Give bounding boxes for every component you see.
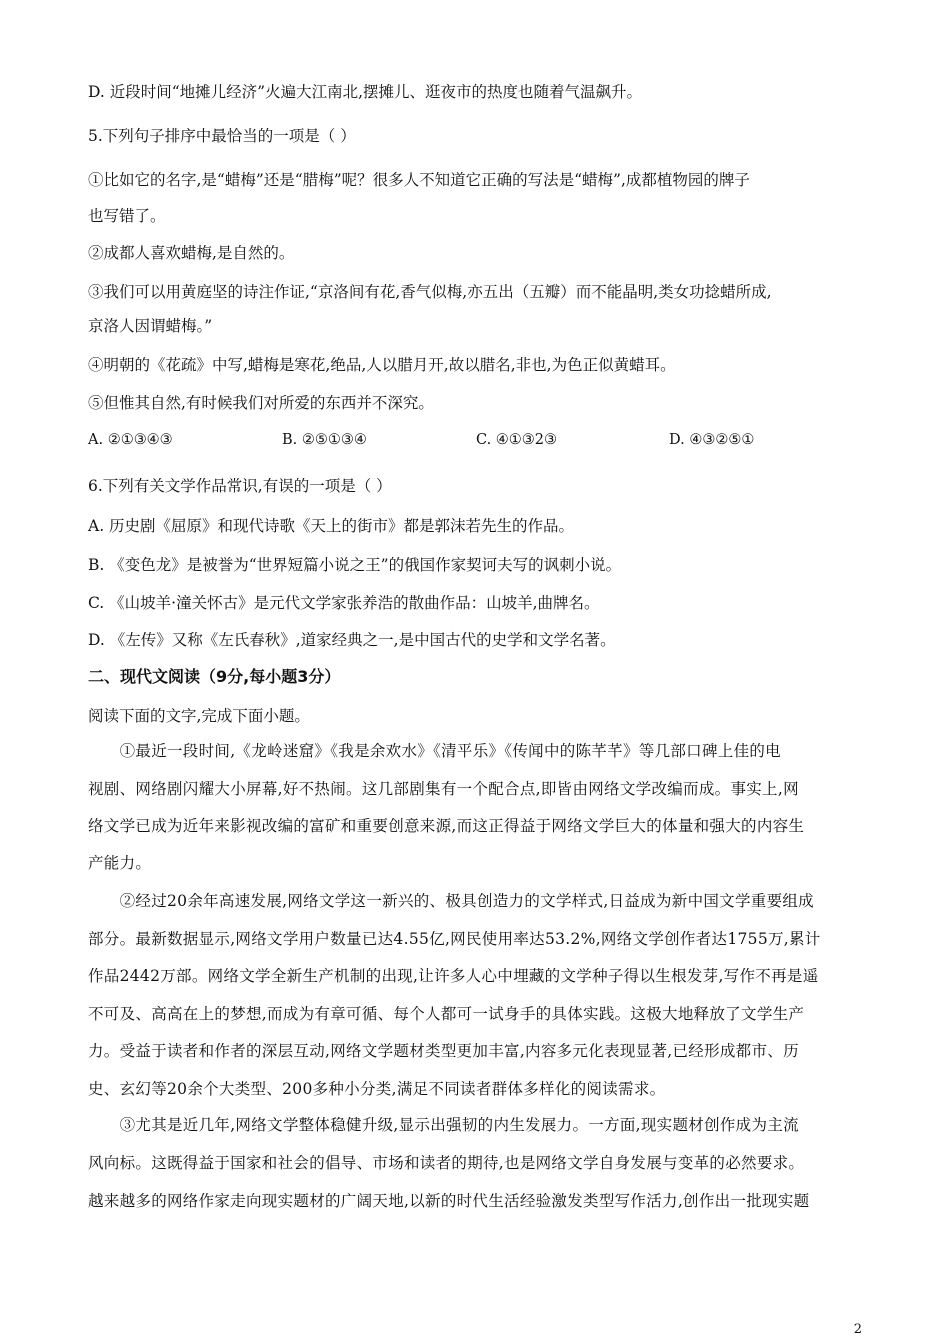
q6-option-b: B. 《变色龙》是被誉为“世界短篇小说之王”的俄国作家契诃夫写的讽刺小说。 [88, 556, 622, 574]
passage-line: ②经过20余年高速发展,网络文学这一新兴的、极具创造力的文学样式,日益成为新中国文学重要组成 [88, 892, 814, 910]
q5-sentence: ④明朝的《花疏》中写,蜡梅是寒花,绝品,人以腊月开,故以腊名,非也,为色正似黄蜡耳。 [88, 356, 676, 374]
q6-option-a: A. 历史剧《屈原》和现代诗歌《天上的街市》都是郭沫若先生的作品。 [88, 517, 575, 535]
passage-line: ③尤其是近几年,网络文学整体稳健升级,显示出强韧的内生发展力。一方面,现实题材创作成为主流 [88, 1116, 799, 1134]
q6-option-c: C. 《山坡羊·潼关怀古》是元代文学家张养浩的散曲作品：山坡羊,曲牌名。 [88, 594, 600, 612]
q5-stem: 5.下列句子排序中最恰当的一项是（ ） [88, 127, 356, 145]
passage-line: 产能力。 [88, 854, 152, 872]
q5-option-d: D. ④③②⑤① [669, 432, 755, 448]
passage-line: 络文学已成为近年来影视改编的富矿和重要创意来源,而这正得益于网络文学巨大的体量和强大的内容生 [88, 817, 805, 835]
passage-line: 风向标。这既得益于国家和社会的倡导、市场和读者的期待,也是网络文学自身发展与变革的必然要求。 [88, 1154, 805, 1172]
reading-instruction: 阅读下面的文字,完成下面小题。 [88, 707, 310, 725]
passage-line: 史、玄幻等20余个大类型、200多种小分类,满足不同读者群体多样化的阅读需求。 [88, 1080, 666, 1098]
q5-option-b: B. ②⑤①③④ [282, 432, 367, 448]
section-heading: 二、现代文阅读（9分,每小题3分） [88, 667, 341, 686]
passage-line: ①最近一段时间,《龙岭迷窟》《我是余欢水》《清平乐》《传闻中的陈芊芊》等几部口碑上佳的电 [88, 742, 781, 760]
q6-stem: 6.下列有关文学作品常识,有误的一项是（ ） [88, 477, 392, 495]
passage-line: 作品2442万部。网络文学全新生产机制的出现,让许多人心中埋藏的文学种子得以生根发芽,写作不再是遥 [88, 967, 819, 985]
passage-line: 部分。最新数据显示,网络文学用户数量已达4.55亿,网民使用率达53.2%,网络文学创作者达1755万,累计 [88, 930, 821, 948]
q6-option-d: D. 《左传》又称《左氏春秋》,道家经典之一,是中国古代的史学和文学名著。 [88, 631, 616, 649]
page-number: 2 [853, 1322, 862, 1337]
q5-sentence: ①比如它的名字,是“蜡梅”还是“腊梅”呢？很多人不知道它正确的写法是“蜡梅”,成都植物园的牌子 [88, 171, 750, 189]
q5-sentence: ⑤但惟其自然,有时候我们对所爱的东西并不深究。 [88, 394, 434, 412]
passage-line: 视剧、网络剧闪耀大小屏幕,好不热闹。这几部剧集有一个配合点,即皆由网络文学改编而成。事实上,网 [88, 780, 799, 798]
q5-option-a: A. ②①③④③ [88, 432, 173, 448]
q5-sentence: ③我们可以用黄庭坚的诗注作证,“京洛间有花,香气似梅,亦五出（五瓣）而不能晶明,类女功捻蜡所成, [88, 283, 772, 301]
q5-sentence: 也写错了。 [88, 207, 166, 225]
passage-line: 力。受益于读者和作者的深层互动,网络文学题材类型更加丰富,内容多元化表现显著,已经形成都市、历 [88, 1042, 799, 1060]
q5-sentence: 京洛人因谓蜡梅。” [88, 317, 213, 335]
passage-line: 越来越多的网络作家走向现实题材的广阔天地,以新的时代生活经验激发类型写作活力,创作出一批现实题 [88, 1192, 810, 1210]
passage-line: 不可及、高高在上的梦想,而成为有章可循、每个人都可一试身手的具体实践。这极大地释放了文学生产 [88, 1005, 805, 1023]
q4-option-d: D. 近段时间“地摊儿经济”火遍大江南北,摆摊儿、逛夜市的热度也随着气温飙升。 [88, 83, 643, 101]
q5-sentence: ②成都人喜欢蜡梅,是自然的。 [88, 244, 295, 262]
q5-option-c: C. ④①③2③ [476, 432, 558, 448]
